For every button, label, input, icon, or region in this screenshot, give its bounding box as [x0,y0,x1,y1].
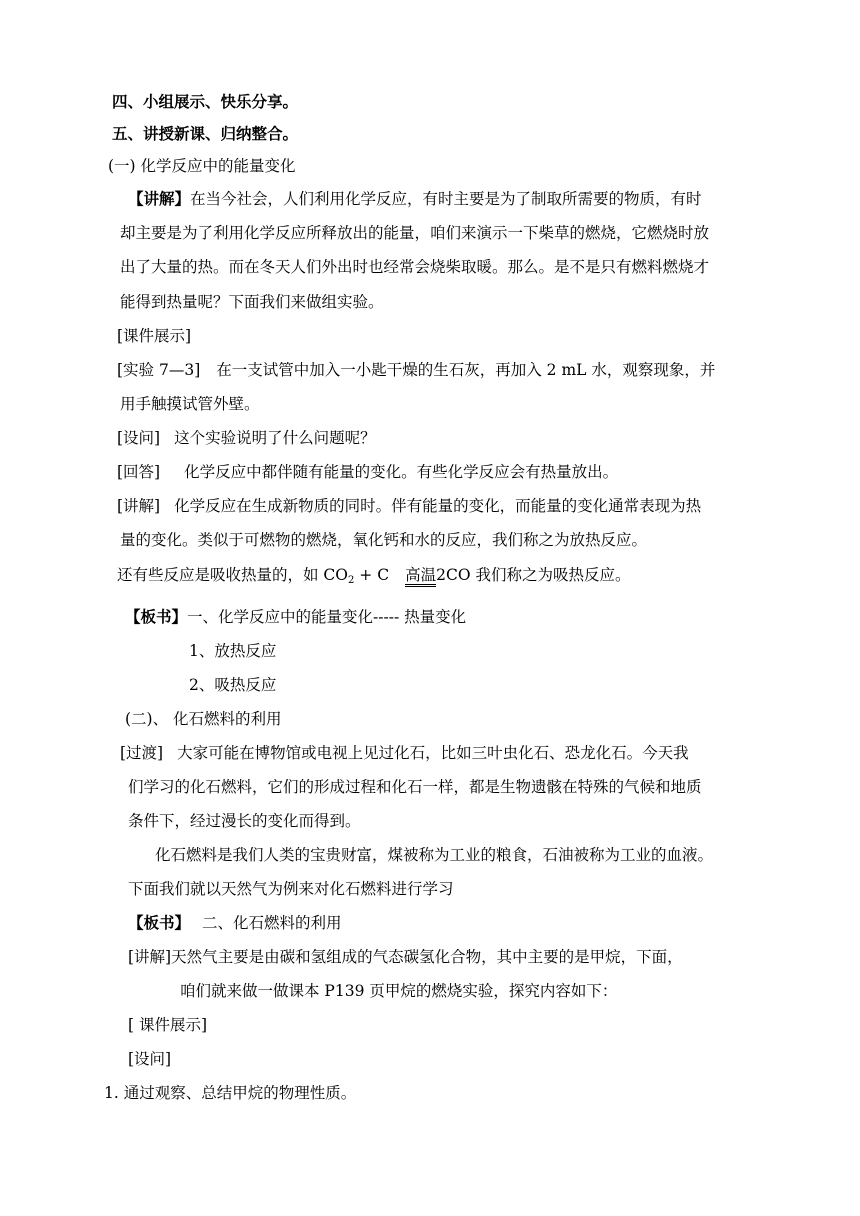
question-1 [117,428,376,448]
explain-1-line-2: 却主要是为了利用化学反应所释放出的能量，咱们来演示一下柴草的燃烧，它燃烧时放 [120,224,710,242]
endothermic-plus-c: + C [354,566,390,584]
reaction-condition: 高温 [405,566,436,587]
board-2 [128,913,342,933]
courseware-display-2: [ 课件展示] [128,1016,208,1034]
list-item-1: 1. 通过观察、总结甲烷的物理性质。 [104,1084,357,1102]
endothermic-prefix: 还有些反应是吸收热量的，如 CO [117,566,348,584]
transition-line-2: 们学习的化石燃料，它们的形成过程和化石一样，都是生物遗骸在特殊的气候和地质 [128,778,702,796]
fossil-fuel-line-1: 化石燃料是我们人类的宝贵财富，煤被称为工业的粮食，石油被称为工业的血液。 [155,846,714,864]
explain-1-line-3: 出了大量的热。而在冬天人们外出时也经常会烧柴取暖。那么。是不是只有燃料燃烧才 [120,258,710,276]
board-1-item-2: 2、吸热反应 [189,676,277,694]
board-1 [125,607,466,627]
experiment-line-2: 用手触摸试管外壁。 [120,395,260,413]
endothermic-line [117,565,630,585]
explain-2-line-1 [117,496,701,516]
explain-3-tag: [讲解] [128,948,172,966]
explain-2-text-1: 化学反应在生成新物质的同时。伴有能量的变化，而能量的变化通常表现为热 [174,497,702,515]
board-1-text: 一、化学反应中的能量变化----- 热量变化 [187,608,467,626]
endothermic-suffix: 2CO 我们称之为吸热反应。 [436,566,631,584]
explain-3-text-1: 天然气主要是由碳和氢组成的气态碳氢化合物，其中主要的是甲烷，下面， [171,948,683,966]
heading-5: 五、讲授新课、归纳整合。 [112,124,299,143]
section-1-title: (一) 化学反应中的能量变化 [108,157,296,175]
board-2-text: 二、化石燃料的利用 [202,914,342,932]
board-1-tag: 【板书】 [125,607,188,626]
heading-4: 四、小组展示、快乐分享。 [112,92,299,111]
co2-subscript: 2 [348,575,355,586]
explain-1-line-4: 能得到热量呢？下面我们来做组实验。 [120,293,384,311]
explain-3-line-2: 咱们就来做一做课本 P139 页甲烷的燃烧实验，探究内容如下： [180,982,618,1000]
explain-1-line-1 [128,189,702,209]
courseware-display-1: [课件展示] [117,327,192,345]
experiment-tag: [实验 7—3] [117,361,201,379]
answer-1 [117,462,618,482]
transition-line-3: 条件下，经过漫长的变化而得到。 [128,812,361,830]
explain-2-line-2: 量的变化。类似于可燃物的燃烧，氧化钙和水的反应，我们称之为放热反应。 [120,531,648,549]
explain-2-tag: [讲解] [117,497,161,515]
explain-3-line-1 [128,947,683,967]
experiment-text-1: 在一支试管中加入一小匙干燥的生石灰，再加入 2 mL 水，观察现象，并 [216,361,716,379]
question-1-tag: [设问] [117,429,161,447]
answer-1-text: 化学反应中都伴随有能量的变化。有些化学反应会有热量放出。 [184,463,619,481]
transition-text-1: 大家可能在博物馆或电视上见过化石，比如三叶虫化石、恐龙化石。今天我 [177,744,689,762]
explain-1-text-1: 在当今社会，人们利用化学反应，有时主要是为了制取所需要的物质，有时 [190,190,702,208]
answer-1-tag: [回答] [117,463,161,481]
transition-tag: [过渡] [120,744,164,762]
transition-line-1 [120,743,689,763]
explain-1-tag: 【讲解】 [128,189,191,208]
question-1-text: 这个实验说明了什么问题呢？ [174,429,376,447]
question-2: [设问] [128,1050,172,1068]
experiment-line-1 [117,360,715,380]
fossil-fuel-line-2: 下面我们就以天然气为例来对化石燃料进行学习 [128,880,454,898]
section-2-title: (二)、 化石燃料的利用 [125,710,282,728]
board-1-item-1: 1、放热反应 [189,642,277,660]
board-2-tag: 【板书】 [128,913,191,932]
